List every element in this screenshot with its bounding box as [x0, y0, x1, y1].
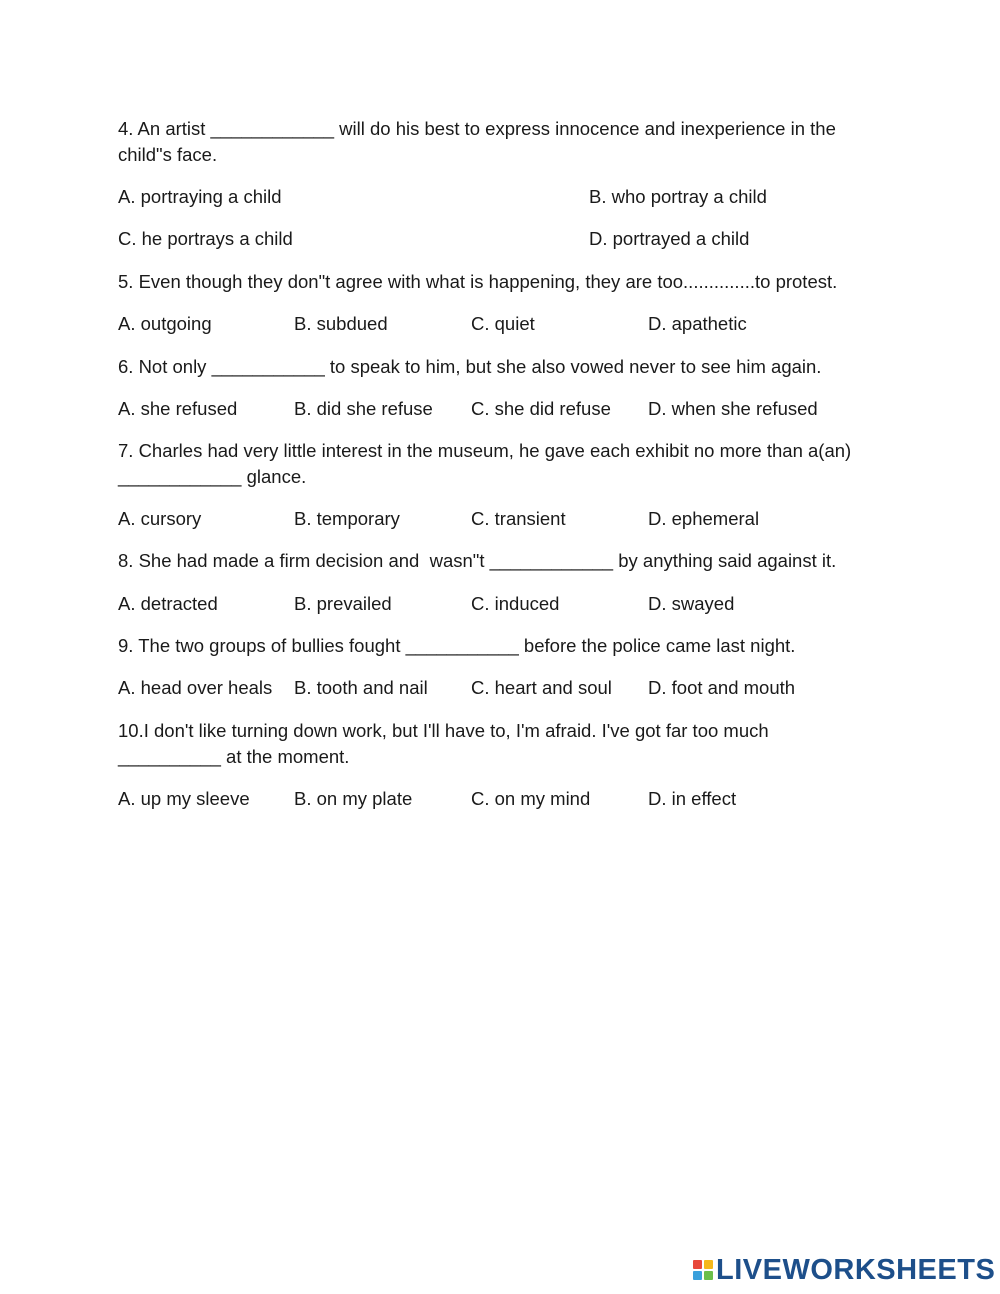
q10-option-b: B. on my plate	[294, 788, 413, 809]
liveworksheets-logo-icon	[693, 1260, 713, 1280]
q6-option-d: D. when she refused	[648, 398, 818, 419]
q9-option-a: A. head over heals	[118, 677, 273, 698]
q7-option-d: D. ephemeral	[648, 508, 760, 529]
q10-option-c: C. on my mind	[471, 788, 591, 809]
q6-option-b: B. did she refuse	[294, 398, 433, 419]
liveworksheets-logo	[693, 1256, 995, 1284]
q4-option-d: D. portrayed a child	[589, 228, 750, 249]
q7-option-c: C. transient	[471, 508, 566, 529]
q8-option-d: D. swayed	[648, 593, 735, 614]
question-9: 9. The two groups of bullies fought ___________ before the police came last night.	[118, 635, 796, 656]
question-6: 6. Not only ___________ to speak to him, but she also vowed never to see him again.	[118, 356, 822, 377]
q7-option-b: B. temporary	[294, 508, 400, 529]
q5-option-b: B. subdued	[294, 313, 388, 334]
q5-option-a: A. outgoing	[118, 313, 212, 334]
q4-option-c: C. he portrays a child	[118, 228, 293, 249]
q6-option-a: A. she refused	[118, 398, 238, 419]
q10-option-a: A. up my sleeve	[118, 788, 250, 809]
q5-option-d: D. apathetic	[648, 313, 747, 334]
q8-option-b: B. prevailed	[294, 593, 392, 614]
logo-text: LIVEWORKSHEETS	[716, 1254, 996, 1286]
question-10: 10.I don't like turning down work, but I'll have to, I'm afraid. I've got far too much __________ at the moment.	[118, 720, 769, 767]
q7-option-a: A. cursory	[118, 508, 202, 529]
q9-option-d: D. foot and mouth	[648, 677, 796, 698]
question-7: 7. Charles had very little interest in the museum, he gave each exhibit no more than a(an) ____________ glance.	[118, 440, 852, 487]
q5-option-c: C. quiet	[471, 313, 535, 334]
q9-option-b: B. tooth and nail	[294, 677, 428, 698]
question-4: 4. An artist ____________ will do his best to express innocence and inexperience in the child"s face.	[118, 118, 836, 165]
q10-option-d: D. in effect	[648, 788, 737, 809]
question-8: 8. She had made a firm decision and wasn"t ____________ by anything said against it.	[118, 550, 837, 571]
q8-option-c: C. induced	[471, 593, 560, 614]
question-5: 5. Even though they don"t agree with what is happening, they are too..............to protest.	[118, 271, 838, 292]
q6-option-c: C. she did refuse	[471, 398, 611, 419]
q8-option-a: A. detracted	[118, 593, 218, 614]
q4-option-a: A. portraying a child	[118, 186, 282, 207]
q4-option-b: B. who portray a child	[589, 186, 767, 207]
q9-option-c: C. heart and soul	[471, 677, 612, 698]
